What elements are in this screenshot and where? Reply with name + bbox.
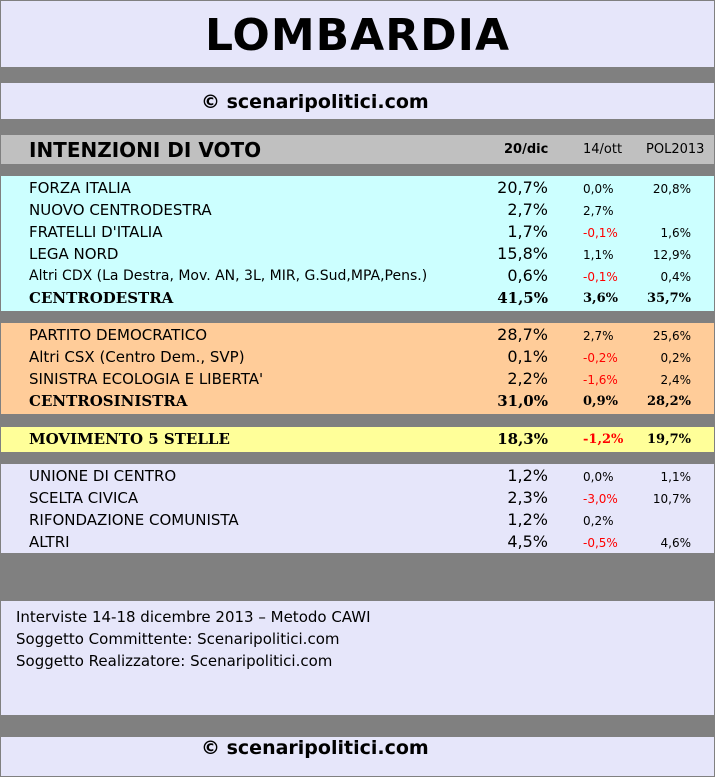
centrodestra-block (1, 176, 714, 311)
pol2013-value: 10,7% (652, 492, 691, 506)
delta-value: 1,1% (583, 248, 614, 262)
divider (1, 164, 714, 176)
vote-value: 1,7% (507, 222, 548, 241)
party-name: UNIONE DI CENTRO (29, 467, 177, 485)
header-label: INTENZIONI DI VOTO (29, 138, 262, 162)
pol2013-value: 0,4% (660, 270, 691, 284)
vote-value: 28,7% (497, 325, 548, 344)
vote-value: 18,3% (497, 430, 548, 448)
table-row (1, 509, 714, 531)
delta-value: -1,6% (583, 373, 618, 387)
party-name: PARTITO DEMOCRATICO (29, 326, 208, 344)
delta-value: 3,6% (583, 291, 618, 306)
pol2013-value: 2,4% (660, 373, 691, 387)
vote-value: 2,3% (507, 488, 548, 507)
note-line: Interviste 14-18 dicembre 2013 – Metodo CAWI (16, 608, 371, 626)
pol2013-value: 4,6% (660, 536, 691, 550)
note-line: Soggetto Realizzatore: Scenaripolitici.com (16, 652, 333, 670)
table-row (1, 243, 714, 265)
vote-value: 20,7% (497, 178, 548, 197)
header-col-20dic: 20/dic (504, 142, 549, 157)
delta-value: -1,2% (583, 432, 624, 447)
divider (1, 67, 714, 83)
note-line: Soggetto Committente: Scenaripolitici.com (16, 630, 340, 648)
delta-value: -3,0% (583, 492, 618, 506)
table-row (1, 324, 714, 346)
party-name: Altri CSX (Centro Dem., SVP) (29, 348, 245, 366)
party-name: FORZA ITALIA (29, 179, 131, 197)
party-name: CENTRODESTRA (29, 289, 174, 307)
party-name: SCELTA CIVICA (29, 489, 139, 507)
page-title: LOMBARDIA (1, 1, 714, 67)
poll-table: LOMBARDIA © scenaripolitici.com INTENZIONI DI VOTO 20/dic 14/ott POL2013 FORZA ITALIA 20,7% 0,0% 20,8% NUOVO CENTRODESTRA 2,7% 2,7% FRATELLI D'ITALIA 1,7% -0,1% 1,6% LEGA NORD 15,8% 1,1% 12,9% Altri CDX (La Destra, Mov. AN, 3L, MIR, G.Sud,MPA,Pens.) 0,6% -0,1% 0,4% CENTRODESTRA 41,5% 3,6% 35,7% PARTITO DEMOCRATICO 28,7% 2,7% 25,6% Altri CSX (Centro Dem., SVP) 0,1% -0,2% 0,2% SINISTRA ECOLOGIA E LIBERTA' 2,2% -1,6% 2,4% CENTROSINISTRA 31,0% 0,9% 28,2% MOVIMENTO 5 STELLE 18,3% -1,2% 19,7% UNIONE DI CENTRO 1,2% 0,0% 1,1% SCELTA CIVICA 2,3% -3,0% 10,7% RIFONDAZIONE COMUNISTA 1,2% 0,2% ALTRI 4,5% -0,5% 4,6% Interviste 14-18 dicembre 2013 – Metodo CAWI Soggetto Committente: Scenaripolitici.com Soggetto Realizzatore: Scenaripolitici.com © scenaripolitici.com (0, 0, 715, 777)
pol2013-value: 28,2% (646, 394, 691, 409)
table-row (1, 221, 714, 243)
divider (1, 311, 714, 323)
delta-value: -0,1% (583, 226, 618, 240)
pol2013-value: 12,9% (652, 248, 691, 262)
divider (1, 452, 714, 464)
delta-value: 0,0% (583, 182, 614, 196)
party-name: RIFONDAZIONE COMUNISTA (29, 511, 239, 529)
divider (1, 119, 714, 135)
vote-value: 15,8% (497, 244, 548, 263)
delta-value: 0,0% (583, 470, 614, 484)
party-name: ALTRI (29, 533, 70, 551)
notes (16, 606, 371, 672)
pol2013-value: 1,1% (660, 470, 691, 484)
delta-value: 2,7% (583, 204, 614, 218)
total-row (1, 287, 714, 309)
party-name: FRATELLI D'ITALIA (29, 223, 163, 241)
pol2013-value: 20,8% (652, 182, 691, 196)
pol2013-value: 35,7% (646, 291, 691, 306)
vote-value: 41,5% (497, 289, 548, 307)
delta-value: 0,9% (583, 394, 618, 409)
table-row (1, 177, 714, 199)
divider (1, 553, 714, 601)
vote-value: 0,1% (507, 347, 548, 366)
delta-value: -0,5% (583, 536, 618, 550)
table-row (1, 265, 714, 287)
vote-value: 4,5% (507, 532, 548, 551)
altri-block (1, 464, 714, 553)
delta-value: 2,7% (583, 329, 614, 343)
m5s-row (1, 428, 714, 450)
vote-value: 31,0% (497, 392, 548, 410)
vote-value: 1,2% (507, 510, 548, 529)
pol2013-value: 0,2% (660, 351, 691, 365)
centrosinistra-block (1, 323, 714, 414)
vote-value: 2,2% (507, 369, 548, 388)
table-row (1, 487, 714, 509)
vote-value: 0,6% (507, 266, 548, 285)
delta-value: -0,1% (583, 270, 618, 284)
party-name: Altri CDX (La Destra, Mov. AN, 3L, MIR, G.Sud,MPA,Pens.) (29, 268, 428, 284)
table-header (1, 135, 714, 164)
pol2013-value: 25,6% (652, 329, 691, 343)
pol2013-value: 1,6% (660, 226, 691, 240)
party-name: MOVIMENTO 5 STELLE (29, 430, 230, 448)
table-row (1, 368, 714, 390)
table-row (1, 199, 714, 221)
party-name: SINISTRA ECOLOGIA E LIBERTA' (29, 370, 264, 388)
total-row (1, 390, 714, 412)
delta-value: 0,2% (583, 514, 614, 528)
vote-value: 1,2% (507, 466, 548, 485)
pol2013-value: 19,7% (646, 432, 691, 447)
header-col-pol2013: POL2013 (646, 142, 705, 157)
delta-value: -0,2% (583, 351, 618, 365)
m5s-block (1, 427, 714, 452)
party-name: LEGA NORD (29, 245, 119, 263)
table-row (1, 465, 714, 487)
table-row (1, 531, 714, 553)
party-name: NUOVO CENTRODESTRA (29, 201, 212, 219)
table-row (1, 346, 714, 368)
header-col-14ott: 14/ott (583, 142, 623, 157)
party-name: CENTROSINISTRA (29, 392, 188, 410)
divider (1, 715, 714, 737)
vote-value: 2,7% (507, 200, 548, 219)
divider (1, 414, 714, 427)
